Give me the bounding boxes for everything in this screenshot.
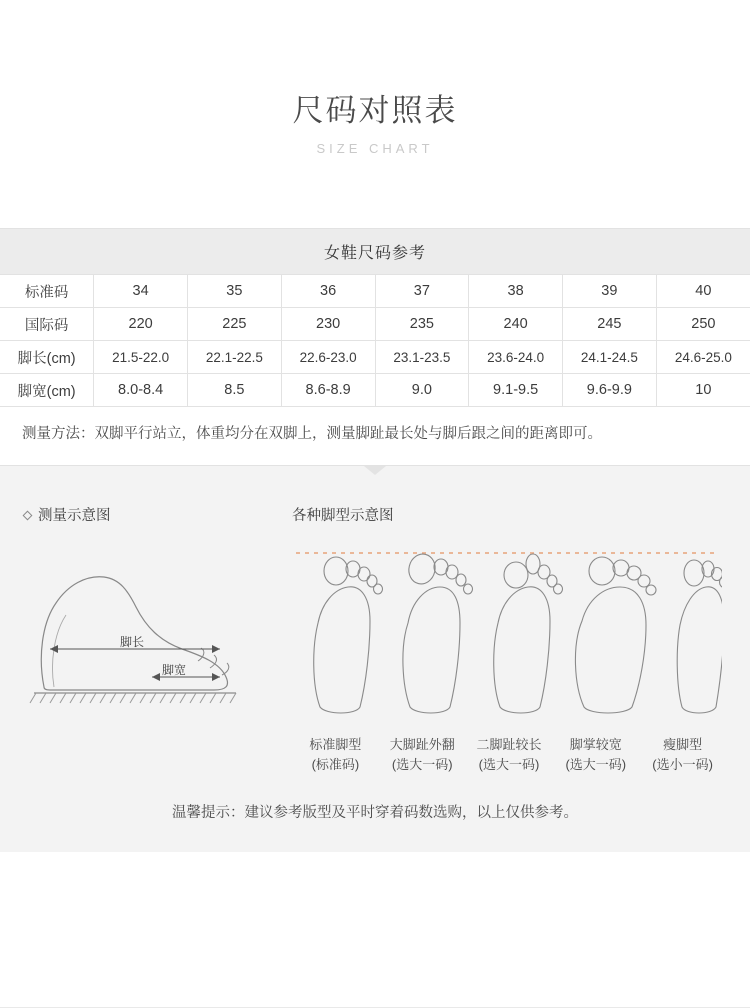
row-header: 脚宽(cm) <box>0 374 94 407</box>
foot-type-advice: (标准码) <box>311 757 360 773</box>
foot-type-name: 瘦脚型 <box>663 736 703 752</box>
foot-type-item <box>552 735 639 775</box>
cell: 8.6-8.9 <box>281 374 375 407</box>
cell: 250 <box>656 308 750 341</box>
cell: 35 <box>188 275 282 308</box>
cell: 245 <box>563 308 657 341</box>
table-row <box>0 341 750 374</box>
table-row <box>0 374 750 407</box>
foot-type-name: 标准脚型 <box>309 736 362 752</box>
diagrams-row <box>0 466 750 775</box>
cell: 24.1-24.5 <box>563 341 657 374</box>
cell: 22.6-23.0 <box>281 341 375 374</box>
measure-note-label: 测量方法： <box>22 426 95 443</box>
measure-diagram-title <box>24 504 262 525</box>
cell: 22.1-22.5 <box>188 341 282 374</box>
cell: 9.0 <box>375 374 469 407</box>
foot-type-name: 脚掌较宽 <box>569 736 622 752</box>
foot-side-illustration <box>24 537 244 722</box>
foot-types-title: 各种脚型示意图 <box>292 507 394 524</box>
cell: 235 <box>375 308 469 341</box>
foot-type-advice: (选大一码) <box>565 757 627 773</box>
page-header <box>0 0 750 156</box>
diamond-icon <box>23 510 33 520</box>
foot-type-advice: (选大一码) <box>391 757 453 773</box>
foot-type-item <box>639 735 726 775</box>
cell: 36 <box>281 275 375 308</box>
footer-tip <box>0 775 750 822</box>
measure-diagram-title-text: 测量示意图 <box>38 507 111 524</box>
cell: 10 <box>656 374 750 407</box>
table-caption-row <box>0 229 750 275</box>
cell: 225 <box>188 308 282 341</box>
cell: 37 <box>375 275 469 308</box>
cell: 8.5 <box>188 374 282 407</box>
diagram-section <box>0 466 750 852</box>
page-title: 尺码对照表 <box>292 93 458 128</box>
foot-type-advice: (选大一码) <box>478 757 540 773</box>
cell: 38 <box>469 275 563 308</box>
cell: 40 <box>656 275 750 308</box>
cell: 23.6-24.0 <box>469 341 563 374</box>
cell: 39 <box>563 275 657 308</box>
cell: 21.5-22.0 <box>94 341 188 374</box>
cell: 24.6-25.0 <box>656 341 750 374</box>
measure-diagram <box>24 504 262 775</box>
arrow-down-icon <box>364 466 386 475</box>
cell: 23.1-23.5 <box>375 341 469 374</box>
foot-type-name: 二脚趾较长 <box>476 736 542 752</box>
row-header: 标准码 <box>0 275 94 308</box>
cell: 8.0-8.4 <box>94 374 188 407</box>
foot-type-labels <box>292 735 726 775</box>
size-table-wrap <box>0 228 750 407</box>
measure-note <box>0 407 750 465</box>
foot-type-name: 大脚趾外翻 <box>389 736 455 752</box>
page-subtitle: SIZE CHART <box>316 141 434 157</box>
length-label: 脚长 <box>119 634 145 649</box>
footer-tip-text: 建议参考版型及平时穿着码数选购，以上仅供参考。 <box>244 805 578 822</box>
row-header: 脚长(cm) <box>0 341 94 374</box>
width-label: 脚宽 <box>161 662 187 677</box>
cell: 34 <box>94 275 188 308</box>
cell: 220 <box>94 308 188 341</box>
foot-types-diagram <box>262 504 726 775</box>
foot-type-item <box>379 735 466 775</box>
table-row <box>0 308 750 341</box>
cell: 240 <box>469 308 563 341</box>
cell: 9.1-9.5 <box>469 374 563 407</box>
table-row <box>0 275 750 308</box>
table-caption: 女鞋尺码参考 <box>0 229 750 275</box>
cell: 9.6-9.9 <box>563 374 657 407</box>
size-table <box>0 228 750 407</box>
foot-type-advice: (选小一码) <box>652 757 713 773</box>
footer-tip-label: 温馨提示： <box>172 805 245 822</box>
cell: 230 <box>281 308 375 341</box>
row-header: 国际码 <box>0 308 94 341</box>
foot-types-illustration <box>292 537 722 727</box>
foot-type-item <box>466 735 553 775</box>
foot-type-item <box>292 735 379 775</box>
measure-note-text: 双脚平行站立，体重均分在双脚上，测量脚趾最长处与脚后跟之间的距离即可。 <box>94 426 602 443</box>
